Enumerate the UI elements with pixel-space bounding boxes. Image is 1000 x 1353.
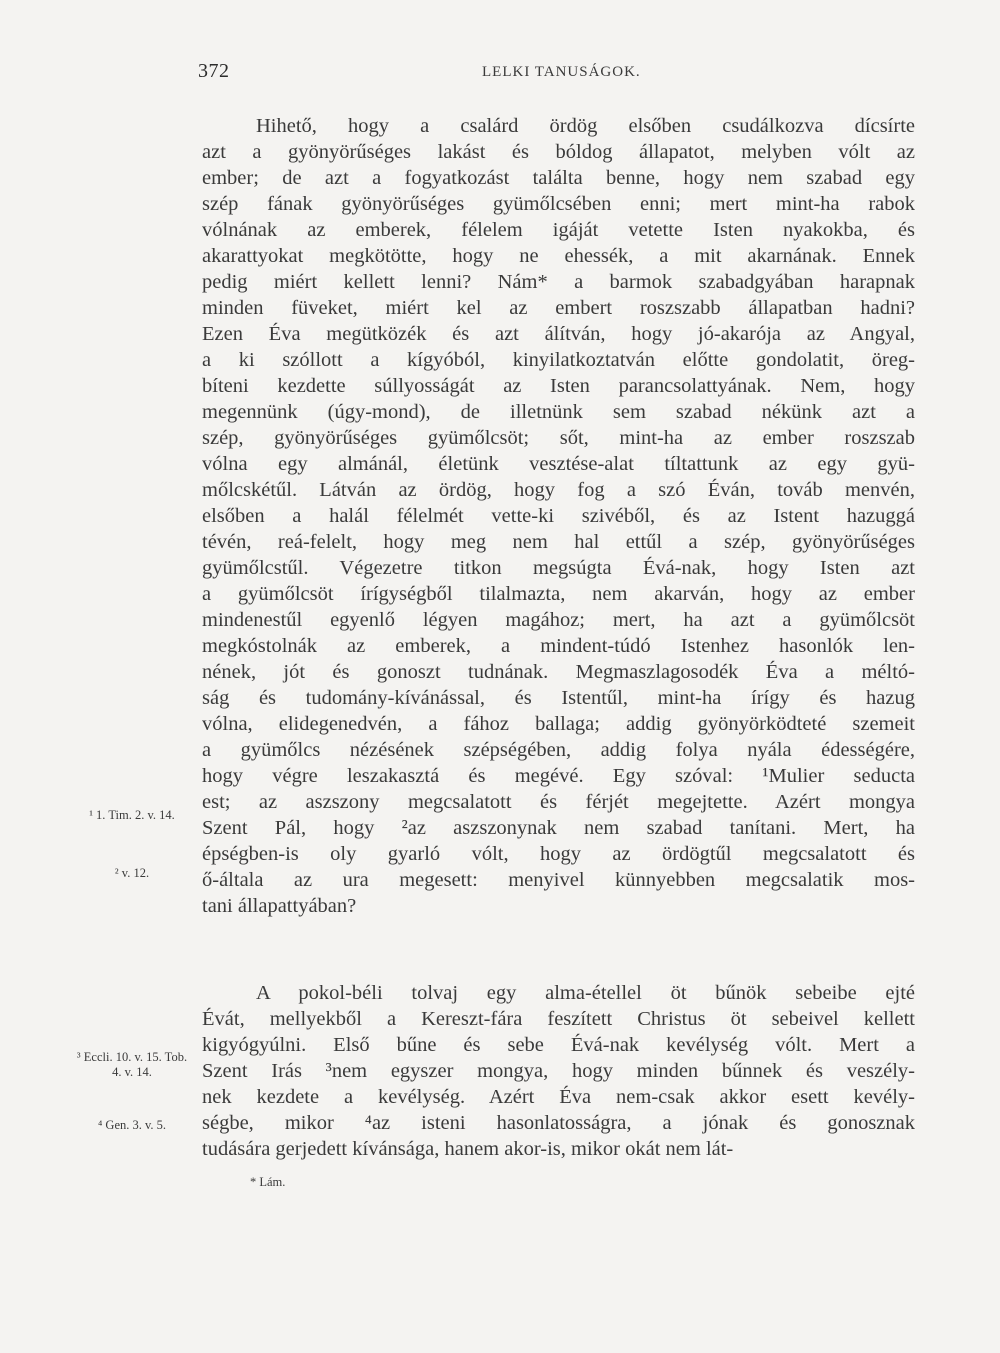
text-line: a gyümőlcsöt írígységből tilalmazta, nem akarván, hogy az ember xyxy=(202,583,915,605)
marginal-note: ⁴ Gen. 3. v. 5. xyxy=(97,1118,167,1132)
text-line: szép fának gyönyörűséges gyümőlcsében enni; mert mint-ha rabok xyxy=(202,193,915,215)
text-line: ság és tudomány-kívánással, és Istentűl, mint-ha írígy és hazug xyxy=(202,687,915,709)
text-line: a ki szóllott a kígyóból, kinyilatkoztatván előtte gondolatit, öreg- xyxy=(202,349,915,371)
text-line: nek kezdete a kevélység. Azért Éva nem-csak akkor esett kevély- xyxy=(202,1086,915,1108)
text-line: Szent Pál, hogy ²az aszszonynak nem szabad tanítani. Mert, ha xyxy=(202,817,915,839)
text-line: hogy végre leszakasztá és megévé. Egy szóval: ¹Mulier seducta xyxy=(202,765,915,787)
text-line: gyümőlcstűl. Végezetre titkon megsúgta Évá-nak, hogy Isten azt xyxy=(202,557,915,579)
text-line: nének, jót és gonoszt tudnának. Megmaszlagosodék Éva a méltó- xyxy=(202,661,915,683)
marginal-note: ¹ 1. Tim. 2. v. 14. xyxy=(89,808,175,822)
text-line: tudására gerjedett kívánsága, hanem akor-is, mikor okát nem lát- xyxy=(202,1138,734,1160)
marginal-note: ² v. 12. xyxy=(114,866,150,880)
text-line: Ezen Éva megütközék és azt álítván, hogy jó-akarója az Angyal, xyxy=(202,323,915,345)
text-line: Évát, mellyekből a Kereszt-fára feszített Christus öt sebeivel kellett xyxy=(202,1008,915,1030)
text-line: megkóstolnák az emberek, a mindent-túdó Istenhez hasonlók len- xyxy=(202,635,915,657)
text-line: Szent Irás ³nem egyszer mongya, hogy minden bűnnek és veszély- xyxy=(202,1060,915,1082)
running-title: LELKI TANUSÁGOK. xyxy=(482,64,641,80)
text-line: a gyümőlcs nézésének szépségében, addig folya nyála édességére, xyxy=(202,739,915,761)
text-line: vólnának az emberek, félelem igáját vetette Isten nyakokba, és xyxy=(202,219,915,241)
text-line: Hihető, hogy a csalárd ördög elsőben csudálkozva dícsírte xyxy=(256,115,915,137)
text-line: mindenestűl egyenlő légyen magához; mert, ha azt a gyümőlcsöt xyxy=(202,609,915,631)
text-line: ő-általa az ura megesett: menyivel künnyebben megcsalatik mos- xyxy=(202,869,915,891)
text-line: vólna, elidegenedvén, a fához ballaga; addig gyönyörködteté szemeit xyxy=(202,713,915,735)
text-line: minden füveket, miért kel az embert roszszabb állapatban hadni? xyxy=(202,297,915,319)
text-line: A pokol-béli tolvaj egy alma-étellel öt bűnök sebeibe ejté xyxy=(256,982,915,1004)
text-line: akarattyokat megkötötte, hogy ne ehessék, a mit akarnának. Ennek xyxy=(202,245,915,267)
text-line: vólna egy almánál, életünk vesztése-alat tíltattunk az egy gyü- xyxy=(202,453,915,475)
text-line: tévén, reá-felelt, hogy meg nem hal ettűl a szép, gyönyörűséges xyxy=(202,531,915,553)
text-line: est; az aszszony megcsalatott és férjét megejtette. Azért mongya xyxy=(202,791,915,813)
text-line: megennünk (úgy-mond), de illetnünk sem szabad nékünk azt a xyxy=(202,401,915,423)
text-line: szép, gyönyörűséges gyümőlcsöt; sőt, mint-ha az ember roszszab xyxy=(202,427,915,449)
page-number: 372 xyxy=(198,60,230,82)
text-line: ember; de azt a fogyatkozást találta benne, hogy nem szabad egy xyxy=(202,167,915,189)
text-line: épségben-is oly gyarló vólt, hogy az ördögtűl megcsalatott és xyxy=(202,843,915,865)
marginal-note: ³ Eccli. 10. v. 15. Tob. 4. v. 14. xyxy=(76,1050,188,1079)
text-line: ségbe, mikor ⁴az isteni hasonlatosságra, a jónak és gonosznak xyxy=(202,1112,915,1134)
text-line: kigyógyúlni. Első bűne és sebe Évá-nak kevélység vólt. Mert a xyxy=(202,1034,915,1056)
text-line: bíteni kezdette súllyosságát az Isten parancsolattyának. Nem, hogy xyxy=(202,375,915,397)
text-line: elsőben a halál félelmét vette-ki szivéből, és az Istent hazuggá xyxy=(202,505,915,527)
text-line: azt a gyönyörűséges lakást és bóldog állapatot, melyben vólt az xyxy=(202,141,915,163)
text-line: tani állapattyában? xyxy=(202,895,357,917)
footnote: * Lám. xyxy=(250,1175,286,1189)
text-line: mőlcskétűl. Látván az ördög, hogy fog a szó Éván, továb menvén, xyxy=(202,479,915,501)
text-line: pedig miért kellett lenni? Nám* a barmok szabadgyában harapnak xyxy=(202,271,915,293)
